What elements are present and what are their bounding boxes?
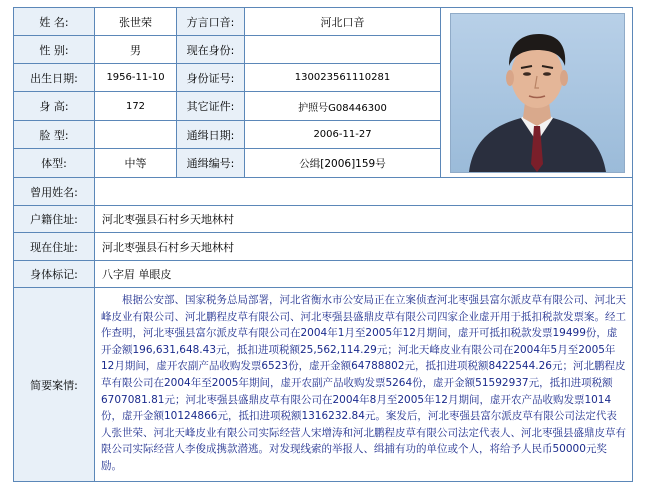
wanted-person-table bbox=[13, 7, 633, 482]
id-number-value: 130023561110281 bbox=[245, 64, 441, 92]
wanted-number-label: 通缉编号: bbox=[177, 149, 245, 178]
dialect-value: 河北口音 bbox=[245, 8, 441, 36]
face-shape-value bbox=[95, 121, 177, 149]
id-number-label: 身份证号: bbox=[177, 64, 245, 92]
dialect-label: 方言口音: bbox=[177, 8, 245, 36]
build-label: 体型: bbox=[14, 149, 95, 178]
other-id-value: 护照号G08446300 bbox=[245, 92, 441, 121]
wanted-date-label: 通缉日期: bbox=[177, 121, 245, 149]
height-value: 172 bbox=[95, 92, 177, 121]
portrait-svg bbox=[451, 14, 624, 172]
face-shape-label: 脸 型: bbox=[14, 121, 95, 149]
current-address-label: 现在住址: bbox=[14, 233, 95, 261]
gender-label: 性 别: bbox=[14, 36, 95, 64]
other-id-label: 其它证件: bbox=[177, 92, 245, 121]
wanted-date-value: 2006-11-27 bbox=[245, 121, 441, 149]
name-label: 姓 名: bbox=[14, 8, 95, 36]
current-identity-label: 现在身份: bbox=[177, 36, 245, 64]
current-address-value: 河北枣强县石村乡天地林村 bbox=[95, 233, 632, 261]
household-address-label: 户籍住址: bbox=[14, 206, 95, 233]
wanted-number-value: 公缉[2006]159号 bbox=[245, 149, 441, 178]
name-value: 张世荣 bbox=[95, 8, 177, 36]
gender-value: 男 bbox=[95, 36, 177, 64]
former-name-value bbox=[95, 178, 632, 206]
body-marks-value: 八字眉 单眼皮 bbox=[95, 261, 632, 288]
household-address-value: 河北枣强县石村乡天地林村 bbox=[95, 206, 632, 233]
height-label: 身 高: bbox=[14, 92, 95, 121]
suspect-portrait-icon bbox=[450, 13, 625, 173]
former-name-label: 曾用姓名: bbox=[14, 178, 95, 206]
case-summary-text: 根据公安部、国家税务总局部署，河北省衡水市公安局正在立案侦查河北枣强县富尔派皮草有限公司、河北天峰皮业有限公司、河北鹏程皮草有限公司、河北枣强县盛鼎皮草有限公司四家企业虚开用于抵扣税款发票案。经工作查明，河北枣强县富尔派皮草有限公司在2004年1月至2005年12月期间，虚开可抵扣税款发票19499份，虚开金额196,631,648.43元，抵扣进项税额25,562,114.29元；河北天峰皮业有限公司在2004年5月至2005年12月期间，虚开农副产品收购发票6523份，虚开金额64788802元，抵扣进项税额8422544.26元；河北鹏程皮草有限公司在2004年至2005年期间，虚开农副产品收购发票5264份，虚开金额51592937元，抵扣进项税额6707081.81元；河北枣强县盛鼎皮草有限公司在2004年8月至2005年12月期间，虚开农产品收购发票1014份，虚开金额10124866元，抵扣进项税额1316232.84元。案发后，河北枣强县富尔派皮草有限公司法定代表人张世荣、河北天峰皮业有限公司实际经营人宋增涛和河北鹏程皮草有限公司法定代表人、河北枣强县盛鼎皮草有限公司实际经营人李俊成携款潜逃。对发现线索的举报人、缉捕有功的单位或个人，将给予人民币50000元奖励。 bbox=[95, 288, 632, 481]
case-summary-label: 简要案情: bbox=[14, 288, 95, 481]
photo-cell bbox=[441, 8, 632, 178]
current-identity-value bbox=[245, 36, 441, 64]
birth-date-label: 出生日期: bbox=[14, 64, 95, 92]
build-value: 中等 bbox=[95, 149, 177, 178]
birth-date-value: 1956-11-10 bbox=[95, 64, 177, 92]
body-marks-label: 身体标记: bbox=[14, 261, 95, 288]
